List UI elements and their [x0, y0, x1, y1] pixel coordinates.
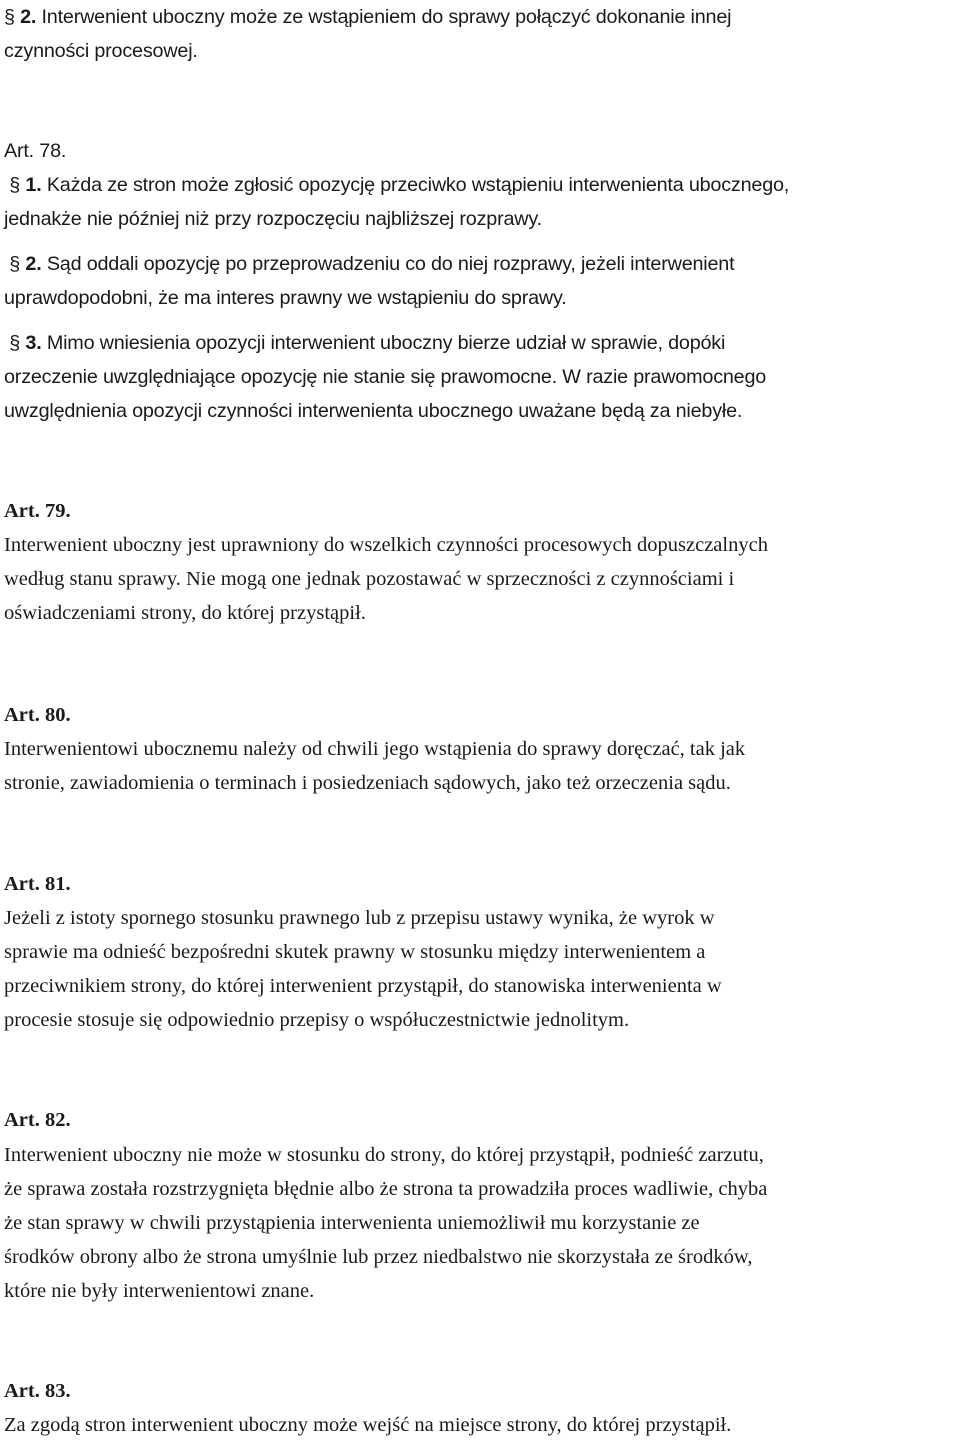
paragraph-text: orzeczenie uwzględniające opozycję nie stanie się prawomocne. [4, 366, 557, 388]
art78-p3-line3: uwzględnienia opozycji czynności interwenienta ubocznego uważane będą za niebyłe. [4, 400, 743, 422]
art78-p1-line2: jednakże nie później niż przy rozpoczęciu najbliższej rozprawy. [4, 208, 542, 230]
art79-heading: Art. 79. [4, 500, 71, 522]
art78-p2-line2: uprawdopodobni, że ma interes prawny we wstąpieniu do sprawy. [4, 287, 567, 309]
art78-heading: Art. 78. [4, 140, 67, 162]
art81-line4: procesie stosuje się odpowiednio przepisy o współuczestnictwie jednolitym. [4, 1009, 630, 1031]
art80-heading: Art. 80. [4, 704, 71, 726]
art78-p1-line1: § 1. Każda ze stron może zgłosić opozycję przeciwko wstąpieniu interwenienta ubocznego, [4, 174, 790, 196]
art80-line1: Interwenientowi ubocznemu należy od chwili jego wstąpienia do sprawy doręczać, tak jak [4, 738, 746, 760]
paragraph-number: 2. [20, 6, 37, 28]
art79-line3: oświadczeniami strony, do której przystąpił. [4, 602, 366, 624]
art78-p2-line1: § 2. Sąd oddali opozycję po przeprowadzeniu co do niej rozprawy, jeżeli interwenient [4, 253, 735, 275]
art82-line1: Interwenient uboczny nie może w stosunku do strony, do której przystąpił, podnieść zarzutu, [4, 1144, 764, 1166]
paragraph-text: Interwenient uboczny może ze wstąpieniem do sprawy połączyć dokonanie innej [41, 6, 732, 28]
art81-line1: Jeżeli z istoty spornego stosunku prawnego lub z przepisu ustawy wynika, że wyrok w [4, 907, 715, 929]
art79-line2: według stanu sprawy. Nie mogą one jednak pozostawać w sprzeczności z czynnościami i [4, 568, 735, 590]
paragraph-number: 3. [25, 332, 42, 354]
paragraph-number: 2. [25, 253, 42, 275]
art83-heading: Art. 83. [4, 1380, 71, 1402]
art81-line3: przeciwnikiem strony, do której interwenient przystąpił, do stanowiska interwenienta w [4, 975, 722, 997]
paragraph-text: Mimo wniesienia opozycji interwenient uboczny bierze udział w sprawie, dopóki [46, 332, 726, 354]
art78-p3-line1: § 3. Mimo wniesienia opozycji interwenient uboczny bierze udział w sprawie, dopóki [4, 332, 726, 354]
paragraph-symbol: § [4, 6, 21, 28]
art82-line4: środków obrony albo że strona umyślnie lub przez niedbalstwo nie skorzystała ze środków, [4, 1246, 753, 1268]
art81-line2: sprawie ma odnieść bezpośredni skutek prawny w stosunku między interwenientem a [4, 941, 706, 963]
art78-p3-line2 [4, 364, 766, 390]
art83-line1: Za zgodą stron interwenient uboczny może wejść na miejsce strony, do której przystąpił. [4, 1414, 732, 1436]
paragraph-text: Sąd oddali opozycję po przeprowadzeniu co do niej rozprawy, jeżeli interwenient [46, 253, 735, 275]
art80-line2: stronie, zawiadomienia o terminach i posiedzeniach sądowych, jako też orzeczenia sądu. [4, 772, 731, 794]
art82-heading: Art. 82. [4, 1109, 71, 1131]
art82-line2: że sprawa została rozstrzygnięta błędnie albo że strona ta prowadziła proces wadliwie, chyba [4, 1178, 768, 1200]
art82-line3: że stan sprawy w chwili przystąpienia interwenienta uniemożliwił mu korzystanie ze [4, 1212, 700, 1234]
art79-line1: Interwenient uboczny jest uprawniony do wszelkich czynności procesowych dopuszczalnych [4, 534, 768, 556]
paragraph-text: Każda ze stron może zgłosić opozycję przeciwko wstąpieniu interwenienta ubocznego, [46, 174, 790, 196]
art77-p2-line1 [4, 4, 731, 30]
paragraph-text: W razie prawomocnego [562, 366, 767, 388]
art81-heading: Art. 81. [4, 873, 71, 895]
art82-line5: które nie były interwenientowi znane. [4, 1280, 315, 1302]
art77-p2-line2: czynności procesowej. [4, 40, 198, 62]
paragraph-number: 1. [25, 174, 42, 196]
